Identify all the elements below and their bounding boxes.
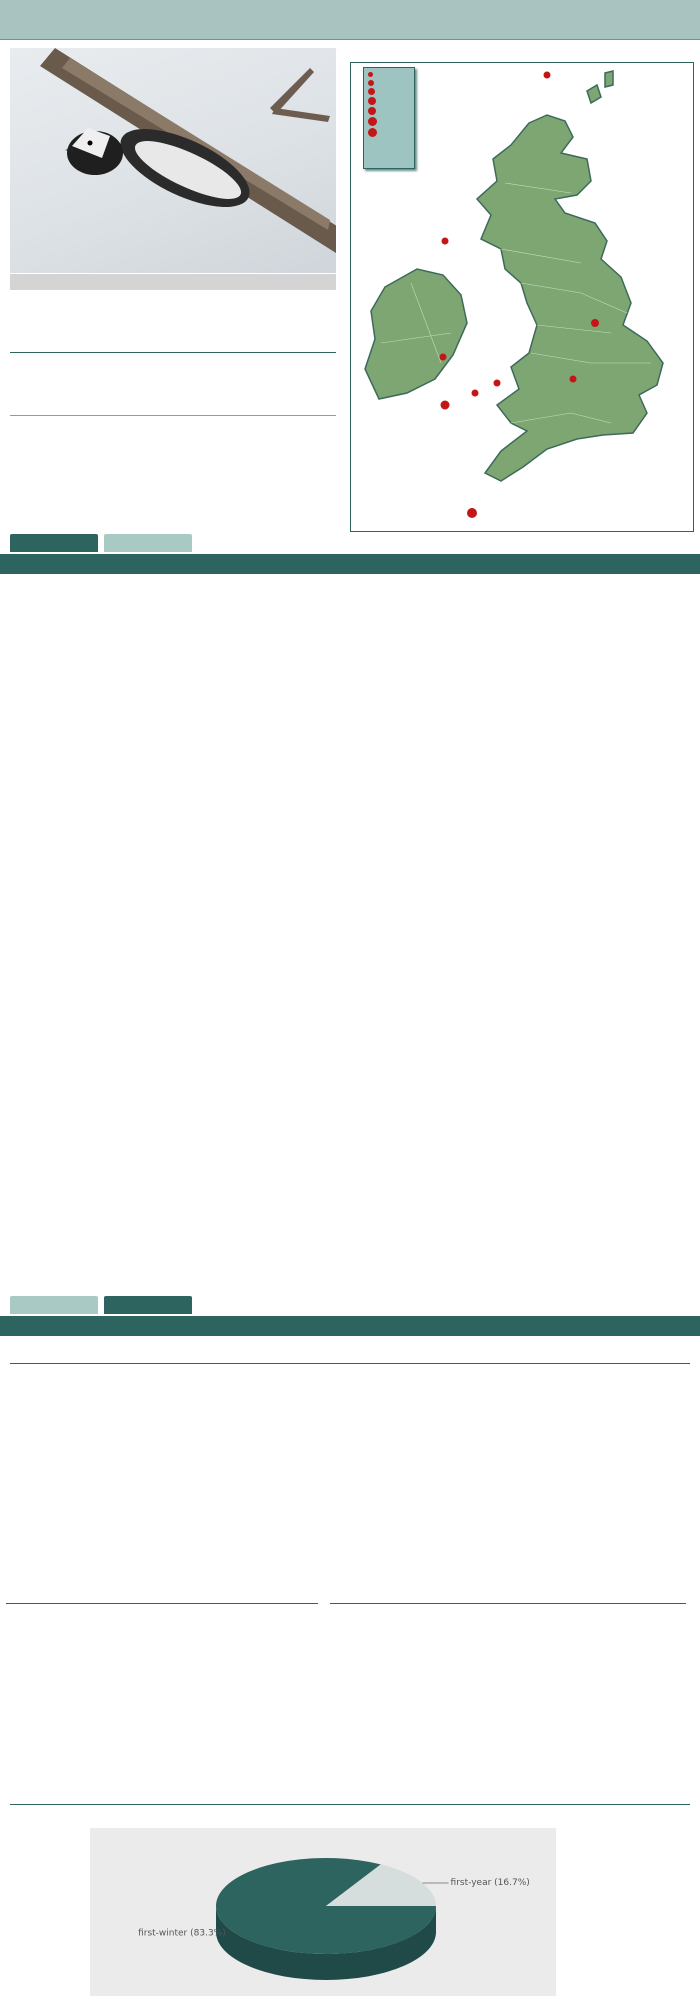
map-key-entry	[368, 88, 410, 97]
scilly-dot	[467, 508, 477, 518]
tab-statistics[interactable]	[104, 534, 192, 552]
statistics-bar	[0, 1316, 700, 1336]
glance-heading	[10, 349, 336, 353]
chart-by-age	[90, 1828, 556, 1996]
map-key-entry	[368, 128, 410, 139]
map-key-entry	[368, 97, 410, 107]
tab-statistics-lower[interactable]	[104, 1296, 192, 1314]
divider	[10, 1804, 690, 1805]
tab-records-lower[interactable]	[10, 1296, 98, 1314]
records-bar	[0, 554, 700, 574]
map-key	[363, 67, 415, 169]
pie-label-first-year: first-year (16.7%)	[450, 1877, 530, 1888]
map-key-entry	[368, 79, 410, 88]
chart-length-of-stay	[330, 1622, 550, 1742]
tab-records[interactable]	[10, 534, 98, 552]
map-key-entry	[368, 107, 410, 117]
chart-by-year	[10, 1364, 610, 1542]
pie-label-first-winter: first-winter (83.3%)	[138, 1928, 226, 1939]
bird-photo	[10, 48, 336, 273]
map-key-entry	[368, 117, 410, 128]
divider	[330, 1603, 686, 1604]
chart-by-month	[6, 1604, 252, 1740]
map-key-entry	[368, 70, 410, 79]
distribution-map	[350, 62, 694, 532]
title-bar	[0, 0, 700, 40]
divider	[10, 415, 336, 416]
photo-caption	[10, 274, 336, 290]
